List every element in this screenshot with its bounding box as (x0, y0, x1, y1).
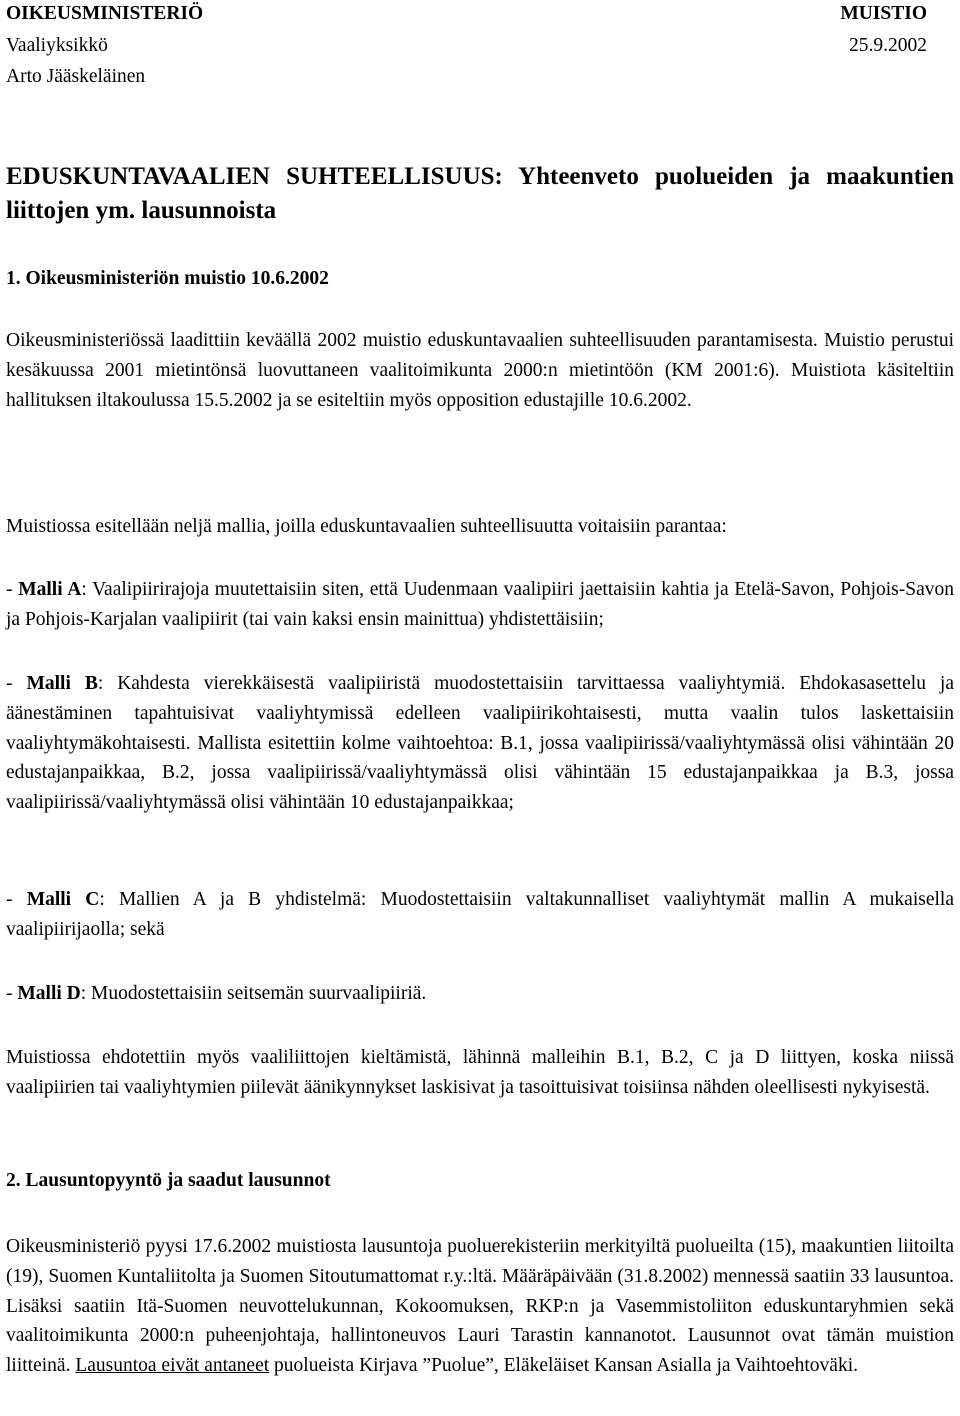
model-a-text: : Vaalipiirirajoja muutettaisiin siten, että Uudenmaan vaalipiiri jaettaisiin kahtia ja Etelä-Savon, Pohjois-Savon ja Pohjois-Karjalan vaalipiirit (tai vain kaksi ensin mainittua) yhdistettäisiin; (6, 579, 955, 630)
no-statement-underlined: Lausuntoa eivät antaneet (75, 1355, 270, 1377)
model-a-label: Malli A (18, 579, 82, 600)
model-a-item (6, 575, 954, 635)
unit-name: Vaaliyksikkö (6, 35, 108, 56)
section-1-paragraph-1: Oikeusministeriössä laadittiin keväällä 2002 muistio eduskuntavaalien suhteellisuuden parantamisesta. Muistio perustui kesäkuussa 2001 mietintönsä luovuttaneen vaalitoimikunta 2000:n mietintöön (KM 2001:6). Muistiota käsiteltiin hallituksen iltakoulussa 15.5.2002 ja se esiteltiin myös opposition edustajille 10.6.2002. (6, 330, 954, 411)
author-name: Arto Jääskeläinen (6, 66, 146, 87)
ministry-name: OIKEUSMINISTERIÖ (6, 3, 204, 24)
no-statement-rest: puolueista Kirjava ”Puolue”, Eläkeläiset Kansan Asialla ja Vaihtoehtoväki. (269, 1355, 858, 1377)
model-b-prefix: - (6, 673, 27, 694)
document-title: EDUSKUNTAVAALIEN SUHTEELLISUUS: Yhteenveto puolueiden ja maakuntien liittojen ym. lausunnoista (6, 163, 954, 224)
header-row-1 (6, 3, 954, 33)
model-d-label: Malli D (17, 983, 81, 1004)
model-b-text: : Kahdesta vierekkäisestä vaalipiiristä muodostettaisiin tarvittaessa vaaliyhtymiä. Ehdokasasettelu ja äänestäminen tapahtuisivat vaaliyhtymissä edelleen vaalipiirikohtaisesti, mutta vaalin tulos laskettaisiin vaaliyhtymäkohtaisesti. Mallista esitettiin kolme vaihtoehtoa: B.1, jossa vaalipiirissä/vaaliyhtymässä olisi vähintään 20 edustajanpaikkaa, B.2, jossa vaalipiirissä/vaaliyhtymässä olisi vähintään 15 edustajanpaikkaa ja B.3, jossa vaalipiirissä/vaaliyhtymässä olisi vähintään 10 edustajanpaikkaa; (6, 673, 955, 814)
section-2-paragraph-1-text: Oikeusministeriö pyysi 17.6.2002 muistiosta lausuntoja puoluerekisteriin merkityiltä puolueilta (15), maakuntien liitoilta (19), Suomen Kuntaliitolta ja Suomen Sitoutumattomat r.y.:ltä. Määräpäivään (31.8.2002) mennessä saatiin 33 lausuntoa. Lisäksi saatiin Itä-Suomen neuvottelukunnan, Kokoomuksen, RKP:n ja Vasemmistoliiton eduskuntaryhmien sekä vaalitoimikunta 2000:n puheenjohtaja, hallintoneuvos Lauri Tarastin kannanotot. Lausunnot ovat tämän muistion liitteinä. (6, 1236, 954, 1377)
memo-date: 25.9.2002 (849, 35, 927, 56)
model-b-label: Malli B (26, 673, 98, 694)
model-c-label: Malli C (26, 889, 100, 910)
header-row-3 (6, 66, 954, 96)
header-row-2 (6, 35, 954, 65)
model-d-item (6, 979, 954, 1009)
model-c-item (6, 885, 954, 945)
model-c-text: : Mallien A ja B yhdistelmä: Muodostettaisiin valtakunnalliset vaaliyhtymät mallin A mukaisella vaalipiirijaolla; sekä (6, 889, 954, 940)
section-1-heading: 1. Oikeusministeriön muistio 10.6.2002 (6, 268, 329, 289)
model-b-item (6, 669, 954, 818)
model-a-prefix: - (6, 579, 19, 600)
model-d-prefix: - (6, 983, 18, 1004)
section-2-heading: 2. Lausuntopyyntö ja saadut lausunnot (6, 1170, 331, 1191)
model-c-prefix: - (6, 889, 27, 910)
section-2-paragraph-1 (6, 1232, 954, 1381)
section-1-paragraph-2: Muistiossa esitellään neljä mallia, joilla eduskuntavaalien suhteellisuutta voitaisiin parantaa: (6, 516, 727, 537)
section-1-paragraph-3: Muistiossa ehdotettiin myös vaaliliittojen kieltämistä, lähinnä malleihin B.1, B.2, C ja D liittyen, koska niissä vaalipiirien tai vaaliyhtymien piilevät äänikynnykset laskisivat ja tasoittuisivat toisiinsa nähden oleellisesti nykyisestä. (6, 1047, 954, 1098)
document-type: MUISTIO (840, 3, 927, 24)
model-d-text: : Muodostettaisiin seitsemän suurvaalipiiriä. (80, 983, 427, 1004)
